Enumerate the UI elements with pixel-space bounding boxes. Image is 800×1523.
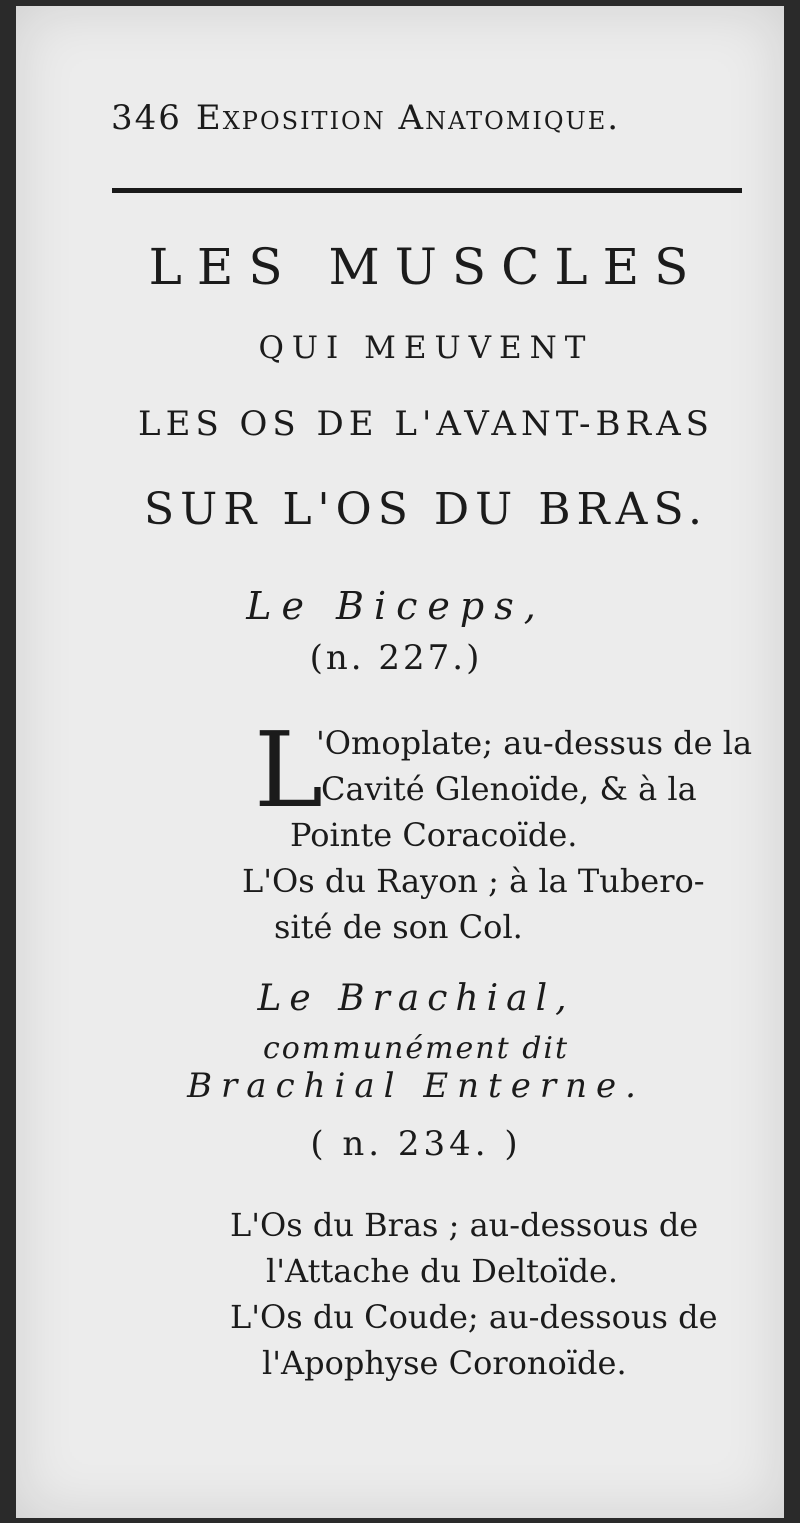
text-line: L'Os du Bras ; au-dessous de <box>230 1206 699 1244</box>
title-line-1: LES MUSCLES <box>148 238 704 296</box>
section-heading-brachial-externe: Brachial Enterne. <box>187 1066 645 1106</box>
section-heading-biceps: Le Biceps, <box>246 584 546 628</box>
page-number: 346 <box>111 98 182 138</box>
drop-cap: L <box>254 709 324 831</box>
running-title: Exposition Anatomique. <box>195 98 621 138</box>
text-line: 'Omoplate; au-dessus de la <box>316 724 753 762</box>
text-line: L'Os du Rayon ; à la Tubero- <box>242 862 705 900</box>
section-number-brachial: ( n. 234. ) <box>310 1124 522 1164</box>
text-line: sité de son Col. <box>274 908 523 946</box>
text-line: L'Os du Coude; au-dessous de <box>230 1298 718 1336</box>
section-subheading: communément dit <box>262 1031 570 1066</box>
text-line: Cavité Glenoïde, & à la <box>321 770 697 808</box>
running-header <box>111 98 620 138</box>
section-number-biceps: (n. 227.) <box>309 638 483 678</box>
title-line-3: LES OS DE L'AVANT-BRAS <box>138 404 714 444</box>
title-line-2: QUI MEUVENT <box>258 330 594 366</box>
book-page <box>16 6 784 1518</box>
text-line: l'Attache du Deltoïde. <box>266 1252 619 1290</box>
title-line-4: SUR L'OS DU BRAS. <box>144 484 708 535</box>
header-rule <box>112 188 742 193</box>
section-heading-brachial: Le Brachial, <box>257 978 575 1019</box>
text-line: l'Apophyse Coronoïde. <box>262 1344 627 1382</box>
text-line: Pointe Coracoïde. <box>290 816 578 854</box>
